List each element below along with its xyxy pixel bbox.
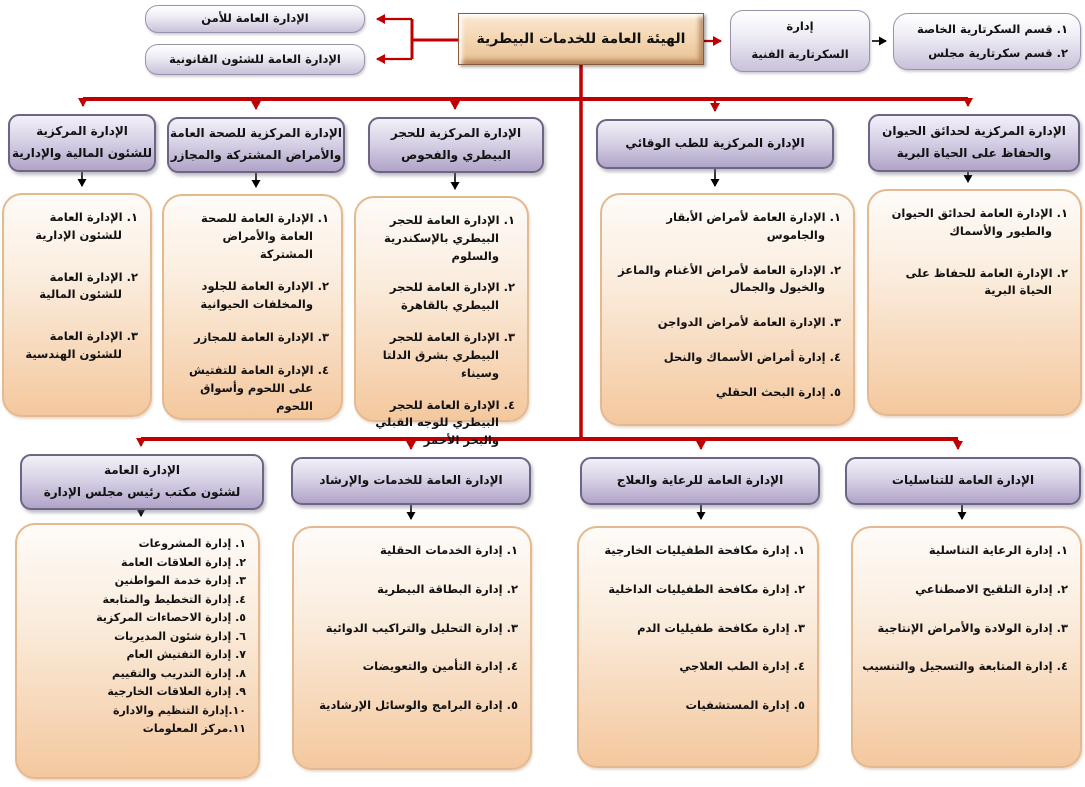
list-item: ٣. إدارة الولادة والأمراض الإنتاجية — [877, 620, 1068, 635]
list-item: ٢. قسم سكرتارية مجلس — [928, 45, 1068, 60]
list-item: ١١.مركز المعلومات — [142, 722, 246, 736]
list-financial-administrative — [2, 193, 152, 417]
node-label-line: السكرتارية الفنية — [751, 47, 849, 62]
list-item: ٥. إدارة الاحصاءات المركزية — [96, 611, 246, 625]
list-item: ٤. إدارة التأمين والتعويضات — [362, 659, 518, 674]
node-general-admin-chairman-office — [20, 454, 264, 510]
list-item: ٢. الإدارة العامة للحفاظ على الحياة البرية — [905, 265, 1068, 298]
list-quarantine — [354, 196, 529, 448]
list-item: ١. إدارة المشروعات — [138, 537, 246, 550]
list-item: ٤. الإدارة العامة للحجر البيطري للوجه القبلي والبحر الأحمر — [375, 397, 515, 448]
node-authority-title — [458, 13, 704, 65]
list-item: ٢. إدارة البطاقة البيطرية — [377, 581, 518, 596]
node-label: الإدارة العامة للأمن — [201, 11, 309, 26]
list-item: ٣. إدارة خدمة المواطنين — [114, 574, 246, 588]
node-central-admin-quarantine — [368, 117, 544, 173]
node-central-admin-zoos-wildlife — [868, 114, 1080, 172]
list-item: ٣. إدارة التحليل والتراكيب الدوائية — [325, 620, 518, 635]
node-general-admin-services-extension — [291, 457, 531, 505]
list-item: ٢. الإدارة العامة لأمراض الأغنام والماعز والخيول والجمال — [618, 262, 841, 295]
header-line: والحفاظ على الحياة البرية — [896, 146, 1052, 160]
list-item: ٢. الإدارة العامة للحجر البيطري بالقاهرة — [389, 280, 515, 313]
list-chairman-office — [15, 523, 260, 779]
list-item: ٣. الإدارة العامة للمجازر — [194, 330, 329, 345]
list-item: ٥. إدارة البحث الحقلي — [715, 384, 841, 399]
node-secretariat-departments — [893, 13, 1081, 70]
list-item: ٤. إدارة أمراض الأسماك والنحل — [663, 350, 841, 365]
list-reproduction — [851, 526, 1082, 768]
list-item: ٢. الإدارة العامة للجلود والمخلفات الحيوانية — [200, 279, 329, 312]
node-central-admin-financial-administrative — [8, 114, 156, 172]
page-title: الهيئة العامة للخدمات البيطرية — [476, 31, 686, 47]
header-line: للشئون المالية والإدارية — [12, 146, 152, 160]
node-label-line: إدارة — [786, 19, 814, 34]
node-label: الإدارة العامة للشئون القانونية — [169, 51, 341, 66]
header-line: الإدارة المركزية للصحة العامة — [170, 126, 342, 141]
node-central-admin-preventive-medicine — [596, 119, 834, 169]
list-item: ٢. إدارة العلاقات العامة — [121, 555, 246, 569]
list-item: ١. الإدارة العامة لحدائق الحيوان والطيور والأسماك — [891, 206, 1068, 238]
list-item: ٤. إدارة التخطيط والمتابعة — [102, 592, 246, 606]
list-item: ٣. الإدارة العامة للشئون الهندسية — [25, 329, 138, 362]
list-item: ١. الإدارة العامة للحجر البيطري بالإسكندرية والسلوم — [384, 213, 515, 263]
list-item: ٨. إدارة التدريب والتقييم — [111, 666, 246, 680]
list-item: ٧. إدارة التفتيش العام — [126, 648, 246, 662]
list-item: ٢. إدارة مكافحة الطفيليات الداخلية — [608, 581, 805, 596]
list-item: ١. إدارة الرعاية التناسلية — [928, 543, 1068, 557]
list-item: ٣. إدارة مكافحة طفيليات الدم — [637, 620, 805, 635]
list-item: ١. إدارة الخدمات الحقلية — [380, 543, 518, 557]
list-item: ١. الإدارة العامة لأمراض الأبقار والجاموس — [666, 210, 841, 242]
list-item: ٦. إدارة شئون المديريات — [114, 629, 246, 643]
header-line: الإدارة المركزية للطب الوقائي — [625, 136, 805, 151]
list-item: ١. الإدارة العامة للشئون الإدارية — [35, 210, 138, 242]
list-item: ٥. إدارة المستشفيات — [685, 698, 805, 713]
list-item: ٥. إدارة البرامج والوسائل الإرشادية — [319, 698, 518, 713]
node-security-administration — [145, 5, 365, 33]
list-item: ٩. إدارة العلاقات الخارجية — [107, 685, 246, 699]
list-care-treatment — [577, 526, 819, 768]
list-item: ٤. الإدارة العامة للتفتيش على اللحوم وأسواق اللحوم — [189, 362, 329, 413]
header-line: الإدارة العامة للرعاية والعلاج — [616, 473, 784, 488]
node-general-admin-reproduction — [845, 457, 1081, 505]
header-line: البيطري والفحوص — [401, 148, 511, 162]
list-preventive-medicine — [600, 193, 855, 426]
header-line: الإدارة العامة للخدمات والإرشاد — [319, 473, 503, 488]
node-general-admin-care-treatment — [580, 457, 820, 505]
node-central-admin-public-health — [167, 117, 345, 173]
list-item: ٤. إدارة المتابعة والتسجيل والتنسيب — [862, 659, 1068, 674]
list-item: ٢. الإدارة العامة للشئون المالية — [39, 269, 138, 302]
list-item: ١. الإدارة العامة للصحة العامة والأمراض المشتركة — [201, 211, 329, 261]
list-item: ٤. إدارة الطب العلاجي — [679, 659, 805, 674]
header-line: الإدارة المركزية — [36, 124, 128, 139]
list-item: ١. إدارة مكافحة الطفيليات الخارجية — [604, 543, 805, 557]
node-legal-affairs-administration — [145, 44, 365, 75]
header-line: الإدارة المركزية للحجر — [390, 126, 522, 141]
header-line: والأمراض المشتركة والمجازر — [170, 148, 342, 162]
list-item: ٣. الإدارة العامة للحجر البيطري بشرق الدلتا وسيناء — [382, 330, 515, 380]
header-line: الإدارة المركزية لحدائق الحيوان — [882, 124, 1066, 139]
list-item: ١٠.إدارة التنظيم والادارة — [112, 703, 246, 717]
list-zoos-wildlife — [867, 189, 1082, 416]
list-public-health — [162, 194, 343, 420]
header-line: الإدارة العامة — [103, 463, 181, 478]
list-item: ١. قسم السكرتارية الخاصة — [917, 22, 1068, 37]
list-item: ٣. الإدارة العامة لأمراض الدواجن — [657, 315, 841, 330]
list-item: ٢. إدارة التلقيح الاصطناعي — [915, 581, 1068, 596]
header-line: لشئون مكتب رئيس مجلس الإدارة — [43, 485, 241, 499]
list-services-extension — [292, 526, 532, 770]
node-technical-secretariat — [730, 10, 870, 72]
header-line: الإدارة العامة للتناسليات — [891, 473, 1035, 488]
